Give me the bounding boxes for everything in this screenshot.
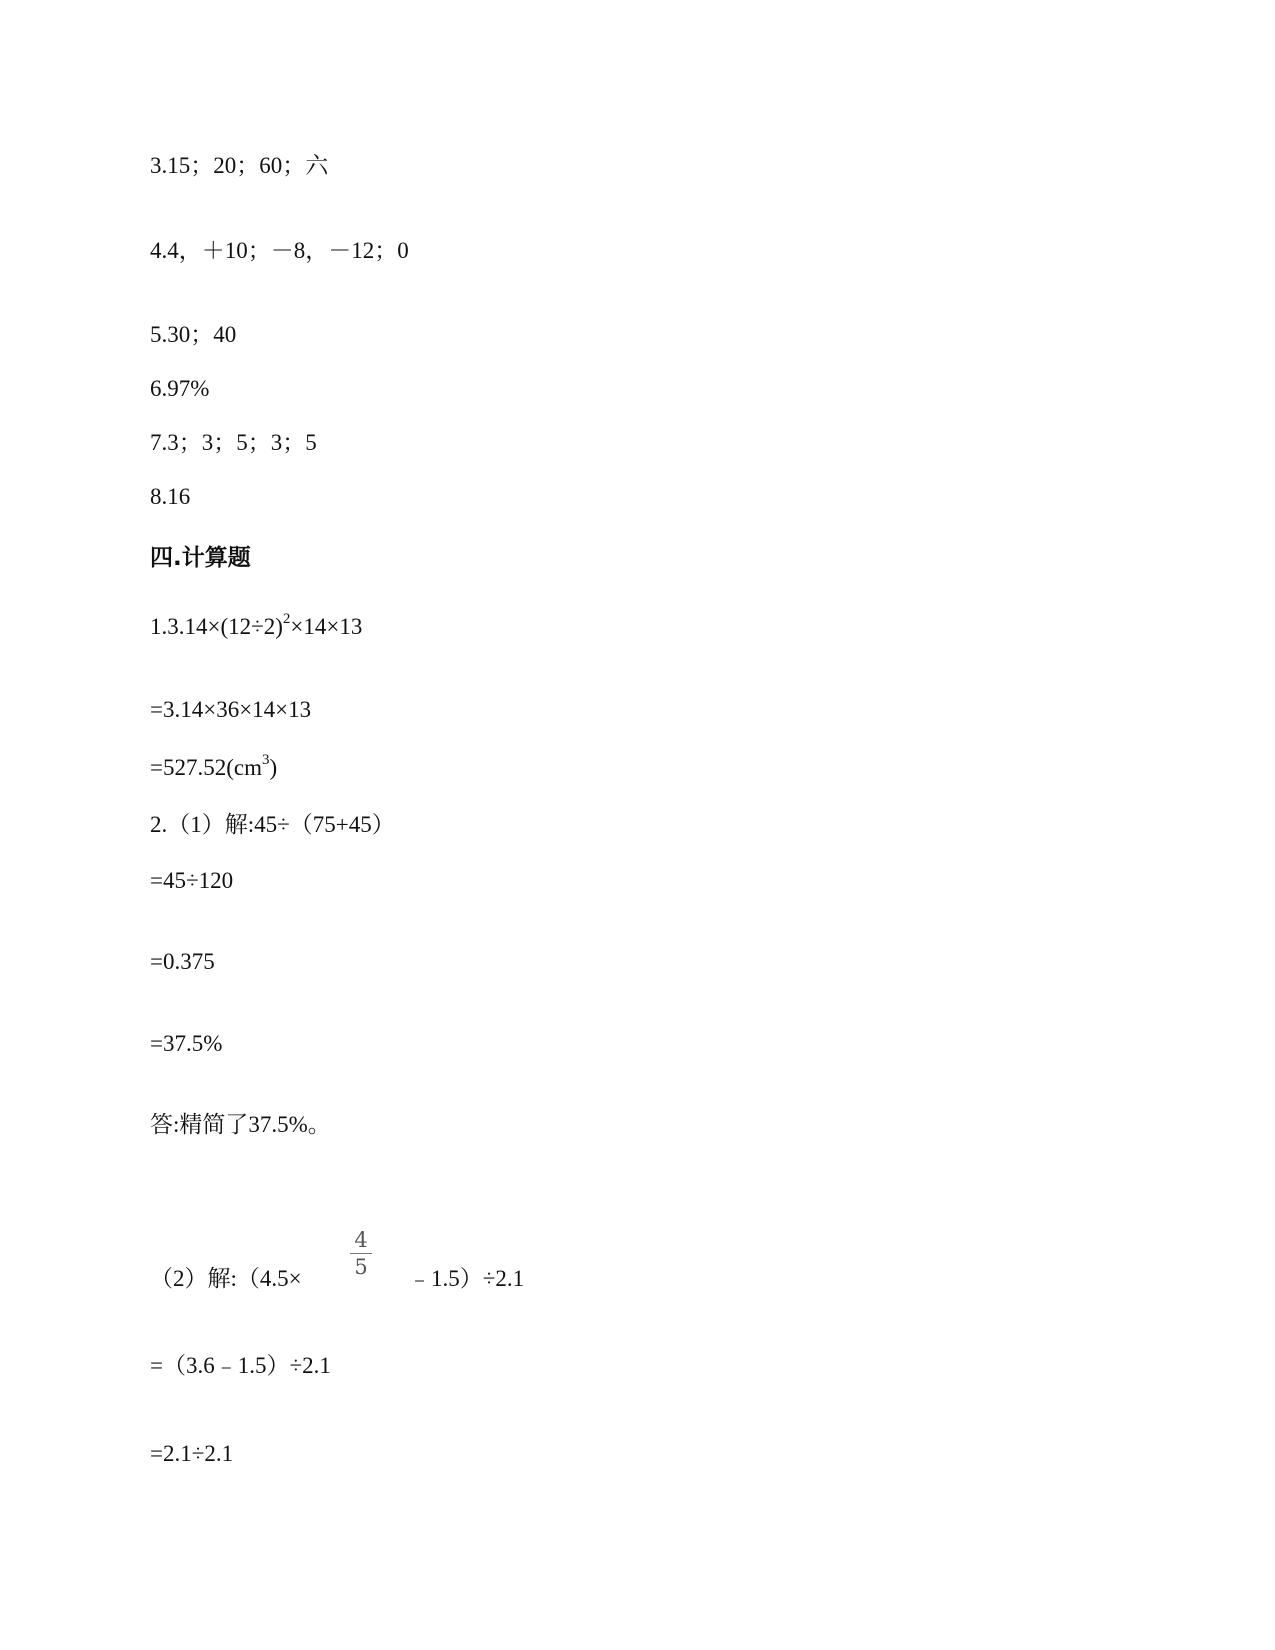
calc-1-line-1 [150,612,362,642]
answer-6: 6.97% [150,376,210,401]
answer-5: 5.30；40 [150,322,237,347]
calc-1-line-2: =3.14×36×14×13 [150,697,312,722]
answer-4: 4.4，＋10；－8，－12；0 [150,238,409,263]
calc-2a-line-1: 2.（1）解:45÷（75+45） [150,812,395,837]
answer-3: 3.15；20；60；六 [150,153,329,178]
exponent: 2 [282,611,291,627]
calc-2b-line-2: =（3.6﹣1.5）÷2.1 [150,1353,331,1378]
fraction-four-fifths [350,1228,372,1279]
unit-exponent: 3 [261,752,270,768]
calc-1-expr-tail: ×14×13 [290,614,363,639]
calc-2b-line-1-end: ﹣1.5）÷2.1 [408,1266,525,1291]
calc-1-result-tail: ) [269,755,278,780]
calc-1-result: =527.52(cm [150,755,262,780]
calc-2a-line-4: =37.5% [150,1031,223,1056]
calc-2b-line-3: =2.1÷2.1 [150,1441,234,1466]
calc-1-line-3 [150,753,277,783]
answer-7: 7.3；3；5；3；5 [150,430,317,455]
calc-2a-line-3: =0.375 [150,949,215,974]
calc-2a-line-2: =45÷120 [150,868,234,893]
calc-1-expr: 1.3.14×(12÷2) [150,614,283,639]
calc-2a-answer: 答:精简了37.5%。 [150,1112,331,1137]
fraction-denominator: 5 [354,1255,368,1279]
section-heading: 四.计算题 [150,545,251,571]
answer-8: 8.16 [150,484,191,509]
fraction-bar [350,1253,372,1254]
calc-2b-line-1-start: （2）解:（4.5× [150,1266,302,1291]
fraction-numerator: 4 [354,1228,368,1252]
